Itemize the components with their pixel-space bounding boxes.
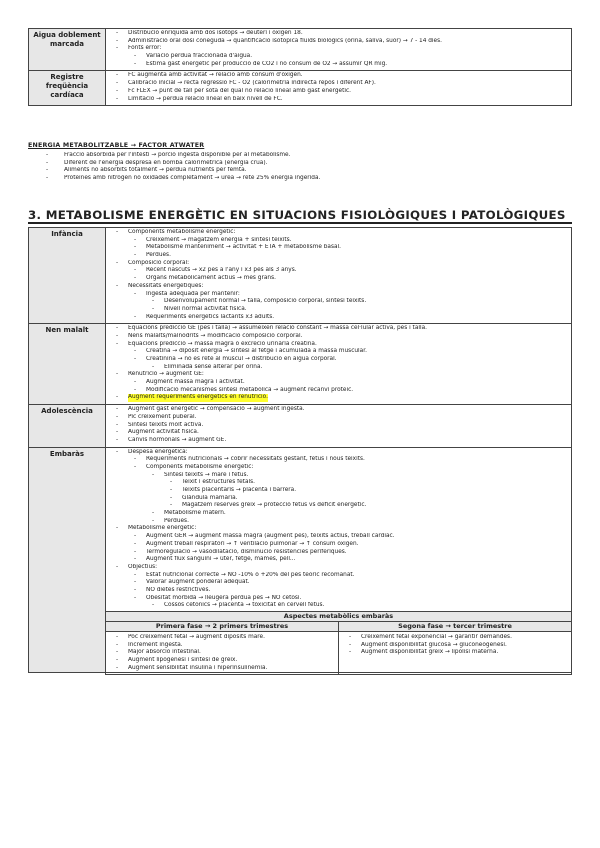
first-phase-heading: Primera fase → 2 primers trimestres xyxy=(106,622,339,632)
list-item xyxy=(108,275,567,283)
bullet-dash: - xyxy=(134,463,137,470)
row-content xyxy=(106,71,572,106)
list-item-text: Síntesi teixits → mare i fetus. xyxy=(164,471,249,478)
list-item xyxy=(28,175,572,183)
energia-metabolitzable-heading: ENERGIA METABOLITZABLE → FACTOR ATWATER xyxy=(28,142,205,149)
bullet-dash: - xyxy=(134,594,137,601)
list-item xyxy=(108,449,567,457)
table-row xyxy=(29,71,572,106)
list-item xyxy=(108,602,567,610)
list-item-text: Diferent de l'energia despresa en bomba calorimètrica (energia crua). xyxy=(64,159,268,166)
bullet-dash: - xyxy=(46,167,49,174)
bullet-dash: - xyxy=(152,602,155,609)
list-item xyxy=(108,437,567,445)
bullet-dash: - xyxy=(349,634,352,640)
list-item-text: Magatzem reserves greix → protecció fetus vs dèficit energètic. xyxy=(182,502,367,509)
list-item xyxy=(108,379,567,387)
bullet-dash: - xyxy=(170,494,173,501)
section-title-underline xyxy=(28,222,572,224)
row-label-line: marcada xyxy=(49,40,85,48)
list-item xyxy=(108,314,567,322)
list-item-text: Pèrdues. xyxy=(164,517,189,524)
list-item-text: Distribució enriquida amb dos isòtops → deuteri i oxigen 18. xyxy=(128,30,303,36)
bullet-dash: - xyxy=(116,634,119,640)
list-item xyxy=(28,152,572,160)
list-item xyxy=(108,333,567,341)
list-item-text: Requeriments energètics lactants x3 adults. xyxy=(146,313,275,320)
bullet-dash: - xyxy=(116,406,119,413)
list-item-text: Augment disponibilitat greix → lipòlisi materna. xyxy=(361,649,499,656)
list-item xyxy=(108,348,567,356)
table-row xyxy=(29,228,572,324)
list-item xyxy=(108,549,567,557)
list-item xyxy=(341,642,567,650)
bullet-dash: - xyxy=(116,664,119,671)
bullet-dash: - xyxy=(116,30,119,36)
list-item xyxy=(108,429,567,437)
list-item-text: Nens malalts/malnodrits → modificació composició corporal. xyxy=(128,332,303,339)
list-item xyxy=(28,167,572,175)
row-label-line: Registre freqüència xyxy=(45,73,89,91)
list-item-text: Augment massa magra i activitat. xyxy=(146,379,245,386)
list-item xyxy=(108,464,567,472)
bullet-dash: - xyxy=(116,72,119,79)
list-item-text: FC augmenta amb activitat → relació amb consum d'oxigen. xyxy=(128,72,303,79)
list-item xyxy=(108,260,567,268)
bullet-dash: - xyxy=(134,379,137,386)
list-item-text: Termoregulació → vasodilatació, disminució resistències perifèriques. xyxy=(146,548,347,555)
list-item-text: Equacions predicció → massa magra o excreció urinària creatina. xyxy=(128,340,317,347)
list-item-text: Components metabolisme energètic: xyxy=(146,463,254,470)
list-item xyxy=(108,422,567,430)
list-item-text: Desenvolupament normal → talla, composició corporal, síntesi teixits. xyxy=(164,298,367,305)
list-item xyxy=(108,229,567,237)
list-item xyxy=(28,160,572,168)
bullet-dash: - xyxy=(152,305,155,312)
list-item xyxy=(108,564,567,572)
list-item-text: Creixement → magatzem energia + síntesi teixits. xyxy=(146,236,292,243)
bullet-dash: - xyxy=(152,517,155,524)
bullet-dash: - xyxy=(116,87,119,94)
list-item xyxy=(108,587,567,595)
bullet-dash: - xyxy=(116,641,119,648)
list-item-text: Renutrició → augment GE: xyxy=(128,371,204,378)
row-label-line: cardíaca xyxy=(50,91,84,100)
list-item-text: Metabolisme manteniment → activitat + ETA + metabolisme basal. xyxy=(146,244,342,251)
list-item-text: Canvis hormonals → augment GE. xyxy=(128,436,227,443)
list-item-text: Ingesta adequada per mantenir: xyxy=(146,290,240,297)
bullet-dash: - xyxy=(134,533,137,540)
list-item xyxy=(108,53,567,61)
list-item xyxy=(108,487,567,495)
bullet-dash: - xyxy=(134,548,137,555)
list-item xyxy=(108,30,567,38)
bullet-dash: - xyxy=(116,332,119,339)
bullet-dash: - xyxy=(134,267,137,274)
bullet-dash: - xyxy=(116,448,119,455)
list-item-text: Despesa energètica: xyxy=(128,448,188,455)
list-item xyxy=(108,595,567,603)
table-row xyxy=(29,29,572,71)
list-item-text: Fc FLEX → punt de tall per sota del qual no relació lineal amb gast energètic. xyxy=(128,87,352,94)
list-item-text: Augment activitat física. xyxy=(128,429,199,436)
list-item-text: Calibració inicial → recta regressió FC - O2 (calorimetria indirecta repòs i diferent AF). xyxy=(128,80,376,87)
list-item-text: Teixit i estructures fetals. xyxy=(182,479,255,486)
bullet-dash: - xyxy=(152,471,155,478)
list-item xyxy=(108,456,567,464)
list-item-text: Objectius: xyxy=(128,563,158,570)
row-content xyxy=(106,228,572,324)
physiological-situations-table xyxy=(28,227,572,673)
list-item-text: Recent nascuts → x2 pes a l'any i x3 pes als 3 anys. xyxy=(146,267,297,274)
list-item xyxy=(108,634,334,642)
bullet-dash: - xyxy=(152,510,155,517)
bullet-dash: - xyxy=(134,53,137,60)
list-item-text: Òrgans metabòlicament actius → més grans. xyxy=(146,275,276,282)
bullet-dash: - xyxy=(116,37,119,44)
bullet-dash: - xyxy=(116,421,119,428)
bullet-dash: - xyxy=(152,363,155,370)
table-row xyxy=(29,447,572,673)
list-item xyxy=(108,38,567,46)
row-label-line: Aigua doblement xyxy=(33,31,101,39)
list-item-text: Metabolisme energètic: xyxy=(128,525,197,532)
list-item xyxy=(108,510,567,518)
list-item-text: Fonts error: xyxy=(128,45,162,52)
list-item-text: Creixement fetal exponencial → garantir demandes. xyxy=(361,634,512,640)
row-label: Infància xyxy=(29,228,106,324)
bullet-dash: - xyxy=(134,244,137,251)
bullet-dash: - xyxy=(116,45,119,52)
list-item xyxy=(108,479,567,487)
row-content xyxy=(106,29,572,71)
list-item xyxy=(108,96,567,104)
list-item-text: Equacions predicció GE (pes i talla) → assumeixen relació constant → massa cel·lular activa, pes i talla. xyxy=(128,325,427,332)
list-item xyxy=(108,572,567,580)
bullet-dash: - xyxy=(46,159,49,166)
list-item-text: Creatinina → no es retè al múscul → distribució en aigua corporal. xyxy=(146,356,337,362)
list-item-text: Creatina → dipòsit energia → síntesi al fetge i acumulada a massa muscular. xyxy=(146,348,367,355)
list-item-text: Necessitats energètiques: xyxy=(128,282,204,289)
bullet-dash: - xyxy=(116,95,119,102)
bullet-dash: - xyxy=(116,80,119,87)
list-item-text: Augment lipogènesi i síntesi de greix. xyxy=(128,657,238,664)
list-item-text: Fracció absorbida per l'intestí → porció ingesta disponible per al metabolisme. xyxy=(64,152,291,158)
list-item xyxy=(108,341,567,349)
list-item xyxy=(108,252,567,260)
list-item xyxy=(108,657,334,665)
table-row xyxy=(29,324,572,405)
bullet-dash: - xyxy=(134,579,137,586)
list-item xyxy=(108,525,567,533)
list-item xyxy=(108,356,567,364)
bullet-dash: - xyxy=(170,479,173,486)
row-content xyxy=(106,405,572,447)
list-item-text: Augment disponibilitat glucosa → gluconeogènesi. xyxy=(361,641,507,648)
bullet-dash: - xyxy=(116,649,119,656)
list-item xyxy=(108,406,567,414)
list-item-text: Estima gast energètic per producció de CO2 i no consum de O2 → assumir QR mig. xyxy=(146,60,388,67)
list-item xyxy=(108,649,334,657)
list-item-text: Requeriments nutricionals → cobrir necessitats gestant, fetus i nous teixits. xyxy=(146,456,365,463)
bullet-dash: - xyxy=(116,229,119,235)
bullet-dash: - xyxy=(116,259,119,266)
bullet-dash: - xyxy=(134,290,137,297)
row-label: Nen malalt xyxy=(29,324,106,405)
bullet-dash: - xyxy=(170,502,173,509)
list-item-text: Síntesi teixits molt activa. xyxy=(128,421,204,428)
bullet-dash: - xyxy=(116,429,119,436)
list-item xyxy=(108,394,567,402)
list-item-text: Nivell normal activitat física. xyxy=(164,305,247,312)
row-content xyxy=(106,324,572,405)
list-item-text: Augment flux sanguini → úter, fetge, mames, pell... xyxy=(146,556,296,563)
list-item xyxy=(108,414,567,422)
list-item-text: Estat nutricional correcte → NO -10% o +20% del pes teòric recomanat. xyxy=(146,571,355,578)
list-item xyxy=(108,371,567,379)
list-item xyxy=(108,306,567,314)
list-item xyxy=(108,291,567,299)
bullet-dash: - xyxy=(134,275,137,282)
metabolic-aspects-subtable xyxy=(105,611,572,675)
bullet-dash: - xyxy=(116,394,119,401)
list-item-text: Eliminada sense alterar per orina. xyxy=(164,363,263,370)
list-item-text: Teixits placentaris → placenta i barrera. xyxy=(182,487,297,493)
list-item-text: Administració oral dosi coneguda → quantificació isotòpica fluids biològics (orina, saliva, suor) → 7 - 14 dies. xyxy=(128,37,442,44)
list-item-text: Proteïnes amb nitrogen no oxidades completament → urea → retè 25% energia ingerida. xyxy=(64,175,321,182)
list-item xyxy=(108,364,567,372)
list-item xyxy=(108,502,567,510)
list-item xyxy=(108,518,567,526)
bullet-dash: - xyxy=(134,356,137,362)
bullet-dash: - xyxy=(134,60,137,67)
highlighted-text: Augment requeriments energètics en renutrició. xyxy=(128,394,268,401)
bullet-dash: - xyxy=(349,641,352,648)
subtable-title: Aspectes metabòlics embaràs xyxy=(106,612,572,622)
first-phase-list xyxy=(106,632,339,675)
bullet-dash: - xyxy=(134,456,137,463)
list-item-text: Limitació → pèrdua relació lineal en baix nivell de FC. xyxy=(128,95,283,102)
list-item-text: Increment ingesta. xyxy=(128,641,183,648)
list-item xyxy=(108,556,567,564)
bullet-dash: - xyxy=(46,175,49,182)
row-content xyxy=(106,447,572,673)
bullet-dash: - xyxy=(116,413,119,420)
bullet-dash: - xyxy=(134,252,137,259)
bullet-dash: - xyxy=(170,487,173,493)
list-item xyxy=(108,495,567,503)
list-item-text: Major absorció intestinal. xyxy=(128,649,201,656)
list-item xyxy=(108,61,567,69)
list-item xyxy=(108,298,567,306)
bullet-dash: - xyxy=(116,525,119,532)
list-item xyxy=(341,649,567,657)
row-label: Embaràs xyxy=(29,447,106,673)
bullet-dash: - xyxy=(116,325,119,332)
list-item-text: Valorar augment ponderal adequat. xyxy=(146,579,250,586)
list-item-text: Components metabolisme energètic: xyxy=(128,229,236,235)
second-phase-list xyxy=(339,632,572,675)
list-item xyxy=(108,45,567,53)
list-item-text: Poc creixement fetal → augment dipòsits mare. xyxy=(128,634,265,640)
list-item-text: Augment gast energètic → compensació → augment ingesta. xyxy=(128,406,305,413)
bullet-dash: - xyxy=(116,371,119,378)
bullet-dash: - xyxy=(46,152,49,158)
bullet-dash: - xyxy=(134,313,137,320)
list-item xyxy=(108,244,567,252)
list-item-text: Pèrdues. xyxy=(146,252,171,259)
bullet-dash: - xyxy=(134,586,137,593)
bullet-dash: - xyxy=(152,298,155,305)
bullet-dash: - xyxy=(116,436,119,443)
bullet-dash: - xyxy=(116,282,119,289)
list-item-text: Metabolisme matern. xyxy=(164,510,226,517)
list-item-text: Augment treball respiratori → ↑ ventilació pulmonar → ↑ consum oxigen. xyxy=(146,540,359,547)
list-item xyxy=(108,472,567,480)
bullet-dash: - xyxy=(116,657,119,664)
list-item-text: Cossos cetònics → placenta → toxicitat en cervell fetus. xyxy=(164,602,325,609)
table-row xyxy=(29,405,572,447)
bullet-dash: - xyxy=(349,649,352,656)
list-item-text: Modificació mecanismes síntesi metabòlica → augment recanvi proteic. xyxy=(146,386,354,393)
energia-metabolitzable-list xyxy=(28,152,572,183)
list-item-text: Aliments no absorbits totalment → pèrdua nutrients per femta. xyxy=(64,167,247,174)
list-item xyxy=(341,634,567,642)
bullet-dash: - xyxy=(134,540,137,547)
list-item-text: NO dietes restrictives. xyxy=(146,586,211,593)
list-item xyxy=(108,80,567,88)
list-item xyxy=(108,387,567,395)
list-item xyxy=(108,665,334,673)
second-phase-heading: Segona fase → tercer trimestre xyxy=(339,622,572,632)
list-item-text: Obesitat mòrbida → lleugera pèrdua pes → NO cetosi. xyxy=(146,594,302,601)
measurement-methods-table xyxy=(28,28,572,106)
bullet-dash: - xyxy=(116,340,119,347)
bullet-dash: - xyxy=(134,556,137,563)
list-item-text: Pic creixement puberal. xyxy=(128,413,197,420)
list-item-text: Glàndula mamària. xyxy=(182,494,238,501)
bullet-dash: - xyxy=(116,563,119,570)
list-item xyxy=(108,579,567,587)
list-item xyxy=(108,72,567,80)
list-item xyxy=(108,325,567,333)
list-item xyxy=(108,237,567,245)
bullet-dash: - xyxy=(134,236,137,243)
list-item xyxy=(108,533,567,541)
list-item-text: Variació pèrdua fraccionada d'aigua. xyxy=(146,53,253,60)
bullet-dash: - xyxy=(134,348,137,355)
list-item xyxy=(108,642,334,650)
section-title: 3. METABOLISME ENERGÈTIC EN SITUACIONS FISIOLÒGIQUES I PATOLÒGIQUES xyxy=(28,208,566,222)
list-item xyxy=(108,541,567,549)
row-label xyxy=(29,71,106,106)
list-item-text: Composició corporal: xyxy=(128,259,190,266)
list-item xyxy=(108,88,567,96)
list-item xyxy=(108,283,567,291)
row-label xyxy=(29,29,106,71)
bullet-dash: - xyxy=(134,571,137,578)
row-label: Adolescència xyxy=(29,405,106,447)
list-item-text: Augment sensibilitat insulina i hiperinsulinèmia. xyxy=(128,664,268,671)
bullet-dash: - xyxy=(134,386,137,393)
list-item xyxy=(108,267,567,275)
list-item-text: Augment GER → augment massa magra (augment pes), teixits actius, treball cardíac. xyxy=(146,533,395,540)
